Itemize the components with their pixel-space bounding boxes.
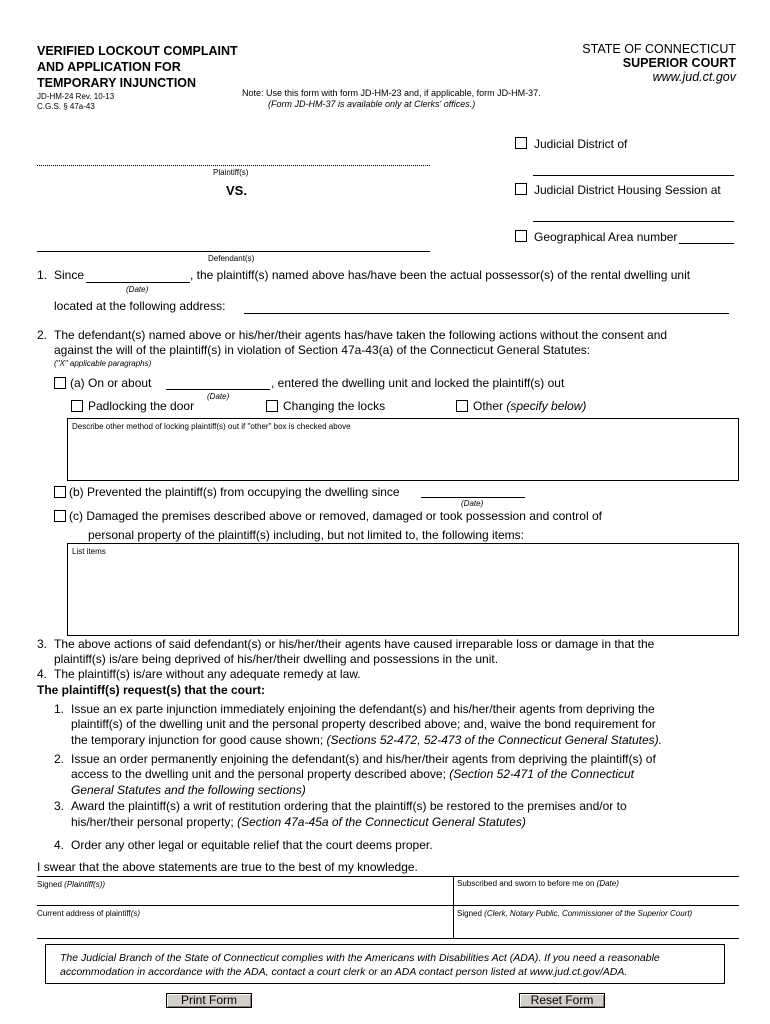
requests-heading: The plaintiff(s) request(s) that the court:: [37, 683, 265, 697]
plaintiff-field[interactable]: [37, 165, 430, 166]
list-items-textarea[interactable]: [67, 543, 739, 636]
ada-line: accommodation in accordance with the ADA, contact a court clerk or an ADA contact person listed at www.jud.ct.gov/ADA.: [60, 966, 628, 978]
signature-middle-rule: [37, 905, 739, 906]
signed-label: Signed: [37, 880, 62, 889]
date-caption: (Date): [126, 285, 149, 294]
official-signature-field[interactable]: [457, 909, 692, 918]
statute-ref: C.G.S. § 47a-43: [37, 102, 95, 111]
title-line: AND APPLICATION FOR: [37, 60, 181, 74]
signature-top-rule: [37, 876, 739, 877]
list-items-label: List items: [72, 547, 106, 556]
subscribed-hint: (Date): [596, 879, 619, 888]
court-website: www.jud.ct.gov: [652, 70, 736, 84]
option-b-date-field[interactable]: [421, 497, 525, 498]
other-label: [473, 399, 586, 414]
other-checkbox[interactable]: [456, 400, 468, 412]
option-a-checkbox[interactable]: [54, 377, 66, 389]
section2-text: The defendant(s) named above or his/her/their agents has/have taken the following actions without the consent and: [54, 328, 668, 342]
other-method-label: Describe other method of locking plaintiff(s) out if "other" box is checked above: [72, 422, 351, 431]
request-number: 2.: [54, 752, 65, 766]
request-text-part: the temporary injunction for good cause shown;: [71, 733, 327, 747]
request-text-part: his/her/their personal property;: [71, 815, 238, 829]
padlocking-label: Padlocking the door: [88, 399, 195, 413]
housing-session-checkbox[interactable]: [515, 183, 527, 195]
request-text: Issue an order permanently enjoining the defendant(s) and his/her/their agents from depriving the plaintiff(s) of: [71, 752, 656, 766]
signed-hint: (Plaintiff(s)): [64, 880, 106, 889]
subscribed-label: Subscribed and sworn to before me on: [457, 879, 595, 888]
possession-date-field[interactable]: [86, 282, 190, 283]
option-a-text: , entered the dwelling unit and locked the plaintiff(s) out: [271, 376, 565, 390]
other-text: Other: [473, 399, 504, 413]
section2-text: against the will of the plaintiff(s) in violation of Section 47a-43(a) of the Connecticut General Statutes:: [54, 343, 591, 357]
option-b-text: (b) Prevented the plaintiff(s) from occupying the dwelling since: [69, 485, 400, 499]
section3-text: The above actions of said defendant(s) or his/her/their agents have caused irreparable loss or damage in that the: [54, 637, 655, 651]
court-header: [582, 42, 736, 84]
reset-form-button[interactable]: Reset Form: [519, 993, 605, 1008]
signature-bottom-rule: [37, 938, 739, 939]
defendant-label: Defendant(s): [208, 254, 255, 263]
title-line: TEMPORARY INJUNCTION: [37, 76, 197, 90]
statute-citation: (Sections 52-472, 52-473 of the Connecticut General Statutes).: [326, 733, 663, 747]
plaintiff-address-field[interactable]: [37, 909, 140, 918]
form-id-block: [37, 92, 114, 112]
changing-locks-label: Changing the locks: [283, 399, 386, 413]
option-c-text: (c) Damaged the premises described above or removed, damaged or took possession and control of: [69, 509, 602, 523]
option-b-checkbox[interactable]: [54, 486, 66, 498]
section1-text: , the plaintiff(s) named above has/have been the actual possessor(s) of the rental dwelling unit: [190, 268, 691, 282]
print-form-button[interactable]: Print Form: [166, 993, 252, 1008]
housing-session-label: Judicial District Housing Session at: [534, 183, 721, 197]
defendant-field[interactable]: [37, 251, 430, 252]
statute-citation: (Section 52-471 of the Connecticut: [449, 767, 635, 781]
oath-statement: I swear that the above statements are true to the best of my knowledge.: [37, 860, 418, 874]
versus-label: VS.: [226, 183, 247, 198]
geographical-area-label: Geographical Area number: [534, 230, 678, 244]
request-text: Award the plaintiff(s) a writ of restitution ordering that the plaintiff(s) be restored to the premises and/or to: [71, 799, 627, 813]
request-text: plaintiff(s) of the dwelling unit and the personal property described above; and, waive the bond requirement for: [71, 717, 656, 731]
geographical-area-field[interactable]: [679, 243, 734, 244]
date-caption: (Date): [207, 392, 230, 401]
ada-text: [60, 951, 660, 979]
section4-text: The plaintiff(s) is/are without any adequate remedy at law.: [54, 667, 361, 681]
changing-locks-checkbox[interactable]: [266, 400, 278, 412]
court-name: SUPERIOR COURT: [622, 56, 736, 70]
statute-citation: General Statutes and the following sections): [71, 783, 306, 797]
section3-text: plaintiff(s) is/are being deprived of his/her/their dwelling and possessions in the unit.: [54, 652, 499, 666]
section2-hint: ("X" applicable paragraphs): [54, 359, 152, 368]
form-id: JD-HM-24 Rev. 10-13: [37, 92, 115, 101]
geographical-area-checkbox[interactable]: [515, 230, 527, 242]
judicial-district-field[interactable]: [533, 175, 734, 176]
judicial-district-label: Judicial District of: [534, 137, 628, 151]
statute-citation: (Section 47a-45a of the Connecticut General Statutes): [237, 815, 526, 829]
date-caption: (Date): [461, 499, 484, 508]
padlocking-checkbox[interactable]: [71, 400, 83, 412]
signed-label: Signed: [457, 909, 482, 918]
section-number: 3.: [37, 637, 48, 651]
housing-session-field[interactable]: [533, 221, 734, 222]
plaintiff-signature-field[interactable]: [37, 880, 105, 889]
request-number: 1.: [54, 702, 65, 716]
signed-hint: (Clerk, Notary Public, Commissioner of the Superior Court): [484, 909, 693, 918]
option-a-date-field[interactable]: [166, 389, 270, 390]
option-a-label: (a) On or about: [70, 376, 152, 390]
request-text: [71, 767, 634, 782]
request-text: [71, 815, 526, 830]
ada-notice: [45, 944, 725, 984]
request-text: Order any other legal or equitable relief that the court deems proper.: [71, 838, 433, 852]
ada-line: The Judicial Branch of the State of Connecticut complies with the Americans with Disabilities Act (ADA). If you need a reasonable: [60, 952, 660, 964]
address-label: Current address of plaintiff: [37, 909, 131, 918]
section-number: 4.: [37, 667, 48, 681]
plaintiff-label: Plaintiff(s): [213, 168, 249, 177]
request-number: 3.: [54, 799, 65, 813]
located-label: located at the following address:: [54, 299, 226, 313]
judicial-district-checkbox[interactable]: [515, 137, 527, 149]
request-text-part: access to the dwelling unit and the personal property described above;: [71, 767, 450, 781]
option-c-text: personal property of the plaintiff(s) including, but not limited to, the following items:: [88, 528, 525, 542]
option-c-checkbox[interactable]: [54, 510, 66, 522]
section-number: 1.: [37, 268, 48, 282]
title-line: VERIFIED LOCKOUT COMPLAINT: [37, 44, 238, 58]
other-hint: (specify below): [506, 399, 587, 413]
request-number: 4.: [54, 838, 65, 852]
since-label: Since: [54, 268, 85, 282]
form-title: [37, 43, 238, 91]
sworn-date-field[interactable]: [457, 879, 619, 888]
request-text: Issue an ex parte injunction immediately enjoining the defendant(s) and his/her/their agents from depriving the: [71, 702, 655, 716]
form-note: Note: Use this form with form JD-HM-23 and, if applicable, form JD-HM-37.: [242, 88, 541, 98]
address-hint: (s): [130, 909, 141, 918]
section-number: 2.: [37, 328, 48, 342]
signature-divider: [453, 876, 454, 938]
other-method-textarea[interactable]: [67, 418, 739, 481]
form-note-2: (Form JD-HM-37 is available only at Clerks' offices.): [268, 99, 476, 109]
request-text: [71, 733, 662, 748]
address-field[interactable]: [244, 313, 729, 314]
state-name: STATE OF CONNECTICUT: [582, 42, 736, 56]
